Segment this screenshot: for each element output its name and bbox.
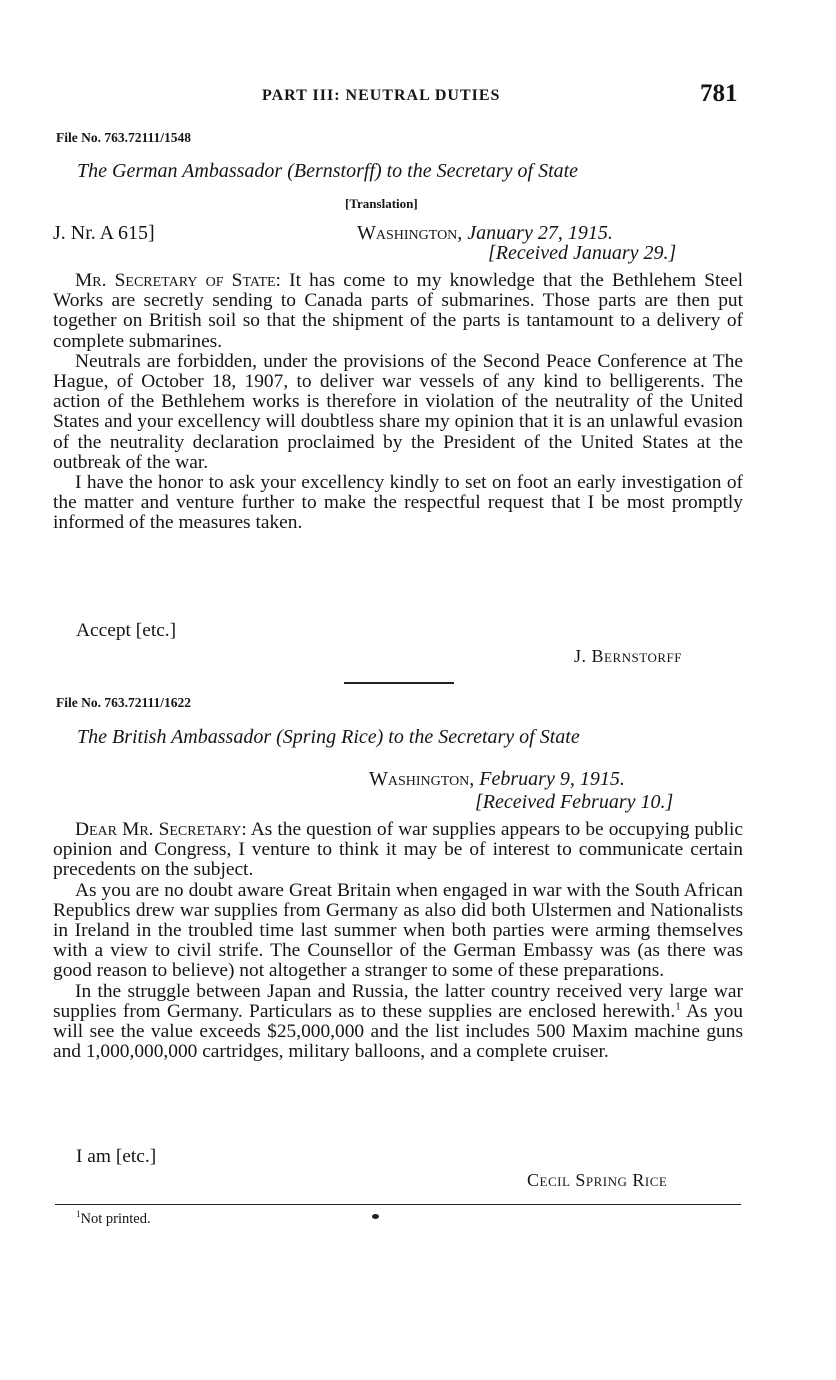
dateline-place: Washington, [369,768,475,790]
footnote-rule [55,1204,741,1205]
paragraph: As you are no doubt aware Great Britain when engaged in war with the South African Republics drew war supplies from Germany as also did both Ulstermen and Nationalists in Ireland in the troubled time last summer when both parties were arming themselves with a view to civil strife. The Counsellor of the German Embassy was (as there was good reason to believe) not altogether a stranger to some of these preparations. [53,879,743,982]
letter-body-2 [53,820,743,1062]
salutation: Mr. Secretary of State: [75,270,281,291]
paragraph: Dear Mr. Secretary: As the question of war supplies appears to be occupying public opinion and Congress, I venture to think it may be of interest to communicate certain precedents on the subject. [53,819,744,881]
footnote-text: Not printed. [80,1211,151,1227]
document-title-1: The German Ambassador (Bernstorff) to the Secretary of State [77,160,579,182]
paragraph: In the struggle between Japan and Russia, the latter country received very large war supplies from Germany. Particulars as to these supplies are enclosed herewith.$^1$ As you will see the value exceeds $25,000,000 and the list includes 500 Maxim machine guns and 1,000,000,000 cartridges, military balloons, and a complete cruiser. [53,980,743,1063]
signature-1: J. Bernstorff [574,646,682,666]
footnote-marker: 1 [76,1209,81,1220]
signature-2: Cecil Spring Rice [527,1170,668,1190]
dateline-place: Washington, [357,222,463,244]
file-number-2: File No. 763.72111/1622 [56,695,191,710]
dateline-date: February 9, 1915. [479,768,625,790]
received-date-2: [Received February 10.] [475,791,674,813]
paragraph: I have the honor to ask your excellency kindly to set on foot an early investigation of the matter and venture further to make the respectful request that I be most promptly informed of the measures taken. [53,472,743,534]
ink-speck [372,1214,379,1219]
footnote [76,1211,151,1228]
reference-number: J. Nr. A 615] [53,222,155,244]
paragraph: Neutrals are forbidden, under the provisions of the Second Peace Conference at The Hague, of October 18, 1907, to deliver war vessels of any kind to belligerents. The action of the Bethlehem works is therefore in violation of the neutrality of the United States and your excellency will doubtless share my opinion that it is an unlawful evasion of the neutrality declaration proclaimed by the President of the United States at the outbreak of the war. [53,350,743,473]
running-header: PART III: NEUTRAL DUTIES [262,87,501,104]
salutation: Dear Mr. Secretary: [75,819,247,840]
received-date-1: [Received January 29.] [488,242,677,264]
page-number: 781 [700,80,738,107]
paragraph: Mr. Secretary of State: It has come to my knowledge that the Bethlehem Steel Works are secretly sending to Canada parts of submarines. Those parts are then put together on British soil so that the shipment of the parts is tantamount to a delivery of complete submarines. [53,270,743,352]
footnote-reference: 1 [675,1000,681,1013]
closing-2: I am [etc.] [76,1146,157,1167]
file-number-1: File No. 763.72111/1548 [56,130,191,145]
document-title-2: The British Ambassador (Spring Rice) to the Secretary of State [77,726,580,748]
section-divider [344,682,454,684]
dateline-2 [369,768,625,791]
letter-body-1 [53,271,743,534]
translation-note: [Translation] [345,196,418,211]
closing-1: Accept [etc.] [76,620,177,641]
dateline-date: January 27, 1915. [467,222,613,244]
